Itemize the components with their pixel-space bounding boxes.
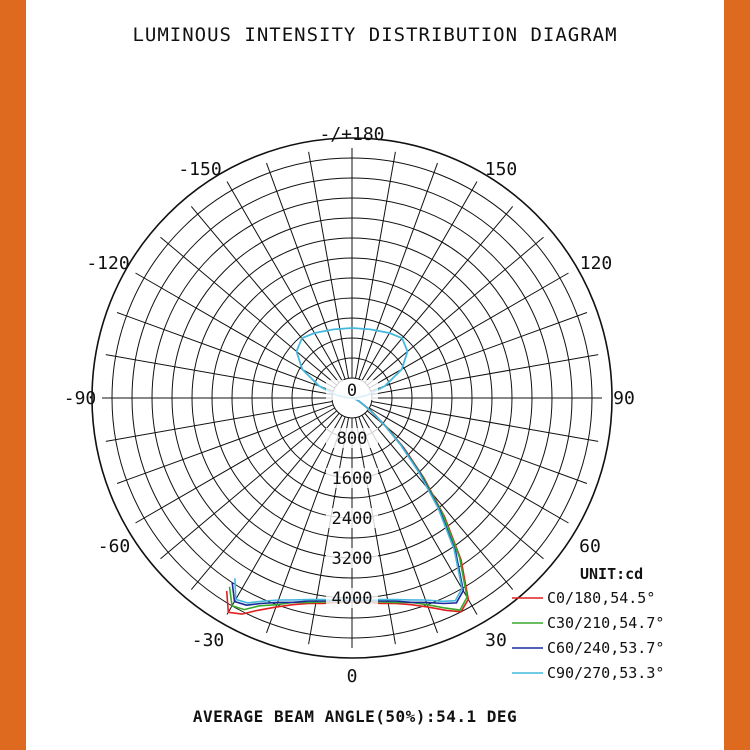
ring-label: 2400 bbox=[331, 509, 373, 529]
angle-label: 120 bbox=[579, 253, 613, 274]
ring-label: 0 bbox=[346, 381, 358, 401]
angle-label: -90 bbox=[63, 388, 97, 409]
angle-label: -150 bbox=[178, 159, 222, 180]
legend-entry: C60/240,53.7° bbox=[547, 639, 665, 657]
angle-label: 0 bbox=[346, 666, 358, 687]
ring-label: 1600 bbox=[331, 469, 373, 489]
grid-spoke bbox=[160, 411, 336, 559]
legend-entry: C0/180,54.5° bbox=[547, 589, 656, 607]
angle-label: -30 bbox=[191, 630, 225, 651]
angle-label: -/+180 bbox=[319, 124, 385, 145]
grid-spoke bbox=[367, 237, 543, 385]
grid-spoke bbox=[191, 206, 339, 382]
grid-spoke bbox=[355, 152, 395, 379]
grid-spoke bbox=[355, 418, 395, 645]
grid-spoke bbox=[309, 152, 349, 379]
angle-label: 150 bbox=[484, 159, 518, 180]
legend-entry: C30/210,54.7° bbox=[547, 614, 665, 632]
legend-entry: C90/270,53.3° bbox=[547, 664, 665, 682]
grid-spoke bbox=[106, 401, 333, 441]
grid-spoke bbox=[160, 237, 336, 385]
angle-label: -120 bbox=[86, 253, 130, 274]
angle-label: 60 bbox=[579, 536, 601, 557]
grid-spoke bbox=[309, 418, 349, 645]
grid-spoke bbox=[367, 411, 543, 559]
angle-label: 30 bbox=[485, 630, 507, 651]
grid-spoke bbox=[372, 355, 599, 395]
angle-label: -60 bbox=[97, 536, 131, 557]
chart-title: LUMINOUS INTENSITY DISTRIBUTION DIAGRAM bbox=[132, 24, 618, 46]
unit-label: UNIT:cd bbox=[580, 565, 644, 583]
grid-spoke bbox=[365, 413, 513, 589]
beam-angle-footer: AVERAGE BEAM ANGLE(50%):54.1 DEG bbox=[192, 707, 518, 726]
grid-spoke bbox=[372, 401, 599, 441]
ring-label: 800 bbox=[336, 429, 368, 449]
ring-label: 4000 bbox=[331, 589, 373, 609]
ring-label: 3200 bbox=[331, 549, 373, 569]
grid-spoke bbox=[191, 413, 339, 589]
grid-spoke bbox=[106, 355, 333, 395]
angle-label: 90 bbox=[613, 388, 635, 409]
grid-spoke bbox=[365, 206, 513, 382]
